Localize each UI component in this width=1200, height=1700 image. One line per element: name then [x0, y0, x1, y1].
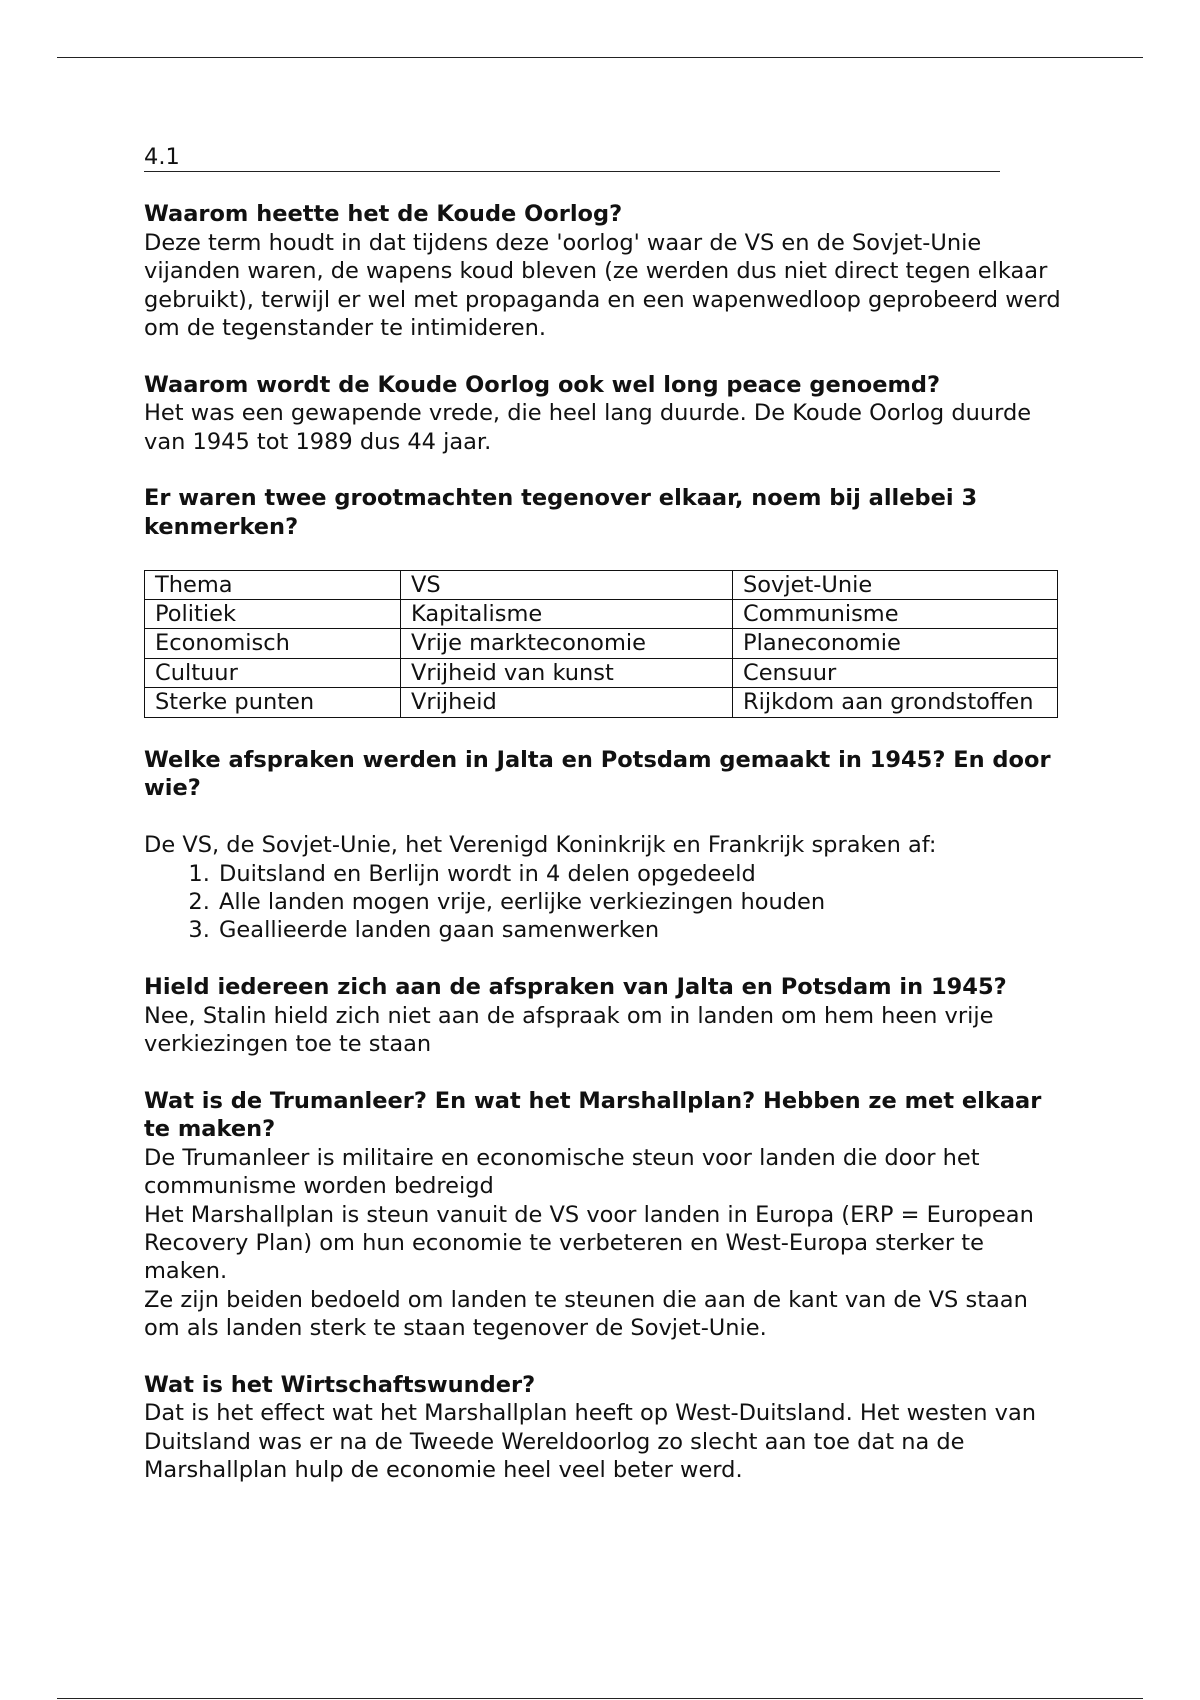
answer-5: Nee, Stalin hield zich niet aan de afspraak om in landen om hem heen vrije verkiezingen toe te staan	[144, 1002, 994, 1058]
table-cell: Vrije markteconomie	[401, 629, 733, 658]
table-cell: Communisme	[733, 600, 1058, 629]
table-cell: Vrijheid van kunst	[401, 658, 733, 687]
table-cell: Vrijheid	[401, 688, 733, 717]
table-cell: Economisch	[145, 629, 401, 658]
table-header-cell: VS	[401, 570, 733, 599]
answer-6-marshall: Het Marshallplan is steun vanuit de VS voor landen in Europa (ERP = European Recovery Plan) om hun economie te verbeteren en West-Europa sterker te maken.	[144, 1201, 1034, 1285]
answer-7: Dat is het effect wat het Marshallplan heeft op West-Duitsland. Het westen van Duitsland was er na de Tweede Wereldoorlog zo slecht aan toe dat na de Marshallplan hulp de economie heel veel beter werd.	[144, 1400, 1037, 1484]
table-cell: Kapitalisme	[401, 600, 733, 629]
question-7: Wat is het Wirtschaftswunder?	[144, 1371, 536, 1398]
list-item: 2. Alle landen mogen vrije, eerlijke verkiezingen houden	[217, 888, 1064, 916]
question-2: Waarom wordt de Koude Oorlog ook wel long peace genoemd?	[144, 371, 941, 398]
question-5: Hield iedereen zich aan de afspraken van Jalta en Potsdam in 1945?	[144, 974, 1007, 1001]
answer-1: Deze term houdt in dat tijdens deze 'oorlog' waar de VS en de Sovjet-Unie vijanden waren, de wapens koud bleven (ze werden dus niet direct tegen elkaar gebruikt), terwijl er wel met propaganda en een wapenwedloop geprobeerd werd om de tegenstander te intimideren.	[144, 229, 1061, 342]
answer-2: Het was een gewapende vrede, die heel lang duurde. De Koude Oorlog duurde van 1945 tot 1989 dus 44 jaar.	[144, 400, 1032, 455]
question-3: Er waren twee grootmachten tegenover elkaar, noem bij allebei 3 kenmerken?	[144, 485, 978, 540]
table-row	[145, 629, 1058, 658]
list-item: 1. Duitsland en Berlijn wordt in 4 delen opgedeeld	[217, 860, 1064, 888]
answer-6-relation: Ze zijn beiden bedoeld om landen te steunen die aan de kant van de VS staan om als landen sterk te staan tegenover de Sovjet-Unie.	[144, 1286, 1028, 1342]
agreements-list	[144, 860, 1064, 945]
table-cell: Cultuur	[145, 658, 401, 687]
table-row	[145, 600, 1058, 629]
page-top-rule	[57, 57, 1143, 58]
table-cell: Sterke punten	[145, 688, 401, 717]
answer-6-truman: De Trumanleer is militaire en economische steun voor landen die door het communisme worden bedreigd	[144, 1144, 980, 1200]
table-cell: Planeconomie	[733, 629, 1058, 658]
list-item: 3. Geallieerde landen gaan samenwerken	[217, 916, 1064, 944]
table-row	[145, 658, 1058, 687]
question-4: Welke afspraken werden in Jalta en Potsdam gemaakt in 1945? En door wie?	[144, 747, 1051, 802]
question-1: Waarom heette het de Koude Oorlog?	[144, 201, 623, 228]
table-header-cell: Thema	[145, 570, 401, 599]
table-cell: Politiek	[145, 600, 401, 629]
table-cell: Censuur	[733, 658, 1058, 687]
table-header-cell: Sovjet-Unie	[733, 570, 1058, 599]
page-bottom-rule	[57, 1698, 1143, 1699]
section-number: 4.1	[144, 143, 1000, 172]
table-header-row	[145, 570, 1058, 599]
table-row	[145, 688, 1058, 717]
answer-4-intro: De VS, de Sovjet-Unie, het Verenigd Koninkrijk en Frankrijk spraken af:	[144, 832, 937, 859]
document-body	[144, 143, 1064, 1485]
superpowers-table	[144, 570, 1058, 718]
table-cell: Rijkdom aan grondstoffen	[733, 688, 1058, 717]
question-6: Wat is de Trumanleer? En wat het Marshallplan? Hebben ze met elkaar te maken?	[144, 1087, 1042, 1143]
